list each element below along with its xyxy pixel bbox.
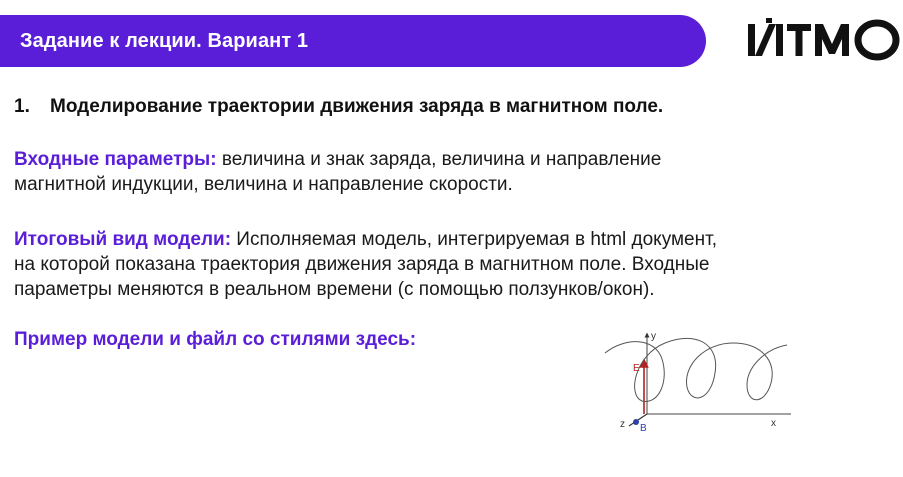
y-axis-label: y: [651, 331, 656, 342]
final-model: [14, 227, 717, 302]
trajectory-diagram: [595, 325, 805, 440]
final-model-label: Итоговый вид модели:: [14, 229, 232, 250]
final-model-line2: на которой показана траектория движения заряда в магнитном поле. Входные: [14, 254, 710, 275]
b-vector-dot: [633, 419, 639, 425]
task-number: 1.: [14, 96, 30, 117]
z-axis-label: z: [620, 419, 625, 430]
final-model-line1: Исполняемая модель, интегрируемая в html документ,: [231, 229, 717, 250]
task-title: [14, 96, 663, 118]
itmo-logo: [746, 18, 900, 62]
example-label[interactable]: Пример модели и файл со стилями здесь:: [14, 329, 417, 350]
input-params-label: Входные параметры:: [14, 149, 217, 170]
header-banner: [0, 15, 706, 67]
example: [14, 327, 416, 352]
final-model-line3: параметры меняются в реальном времени (с помощью ползунков/окон).: [14, 279, 655, 300]
header-title: Задание к лекции. Вариант 1: [20, 29, 309, 52]
e-label: E: [633, 363, 640, 374]
input-params-line1: величина и знак заряда, величина и направление: [216, 149, 662, 170]
task-title-text: Моделирование траектории движения заряда в магнитном поле.: [50, 96, 664, 117]
x-axis-label: x: [771, 418, 776, 429]
input-params-line2: магнитной индукции, величина и направление скорости.: [14, 174, 513, 195]
input-params: [14, 147, 661, 197]
b-label: B: [640, 423, 647, 434]
